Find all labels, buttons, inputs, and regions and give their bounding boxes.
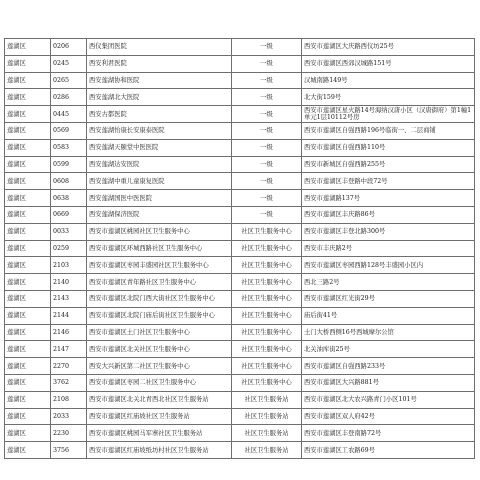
- hospital-table: [4, 38, 475, 459]
- hospital-name-cell: 西安莲湖保济医院: [87, 206, 232, 223]
- table-row: [5, 408, 475, 425]
- district-cell: 莲湖区: [5, 72, 51, 89]
- district-cell: 莲湖区: [5, 391, 51, 408]
- table-row: [5, 173, 475, 190]
- level-cell: 一级: [232, 173, 302, 190]
- level-cell: 社区卫生服务中心: [232, 374, 302, 391]
- district-cell: 莲湖区: [5, 190, 51, 207]
- table-row: [5, 206, 475, 223]
- hospital-name-cell: 西安市莲湖区北院门庙后街社区卫生服务中心: [87, 307, 232, 324]
- district-cell: 莲湖区: [5, 122, 51, 139]
- level-cell: 社区卫生服务中心: [232, 341, 302, 358]
- code-cell: 2108: [51, 391, 87, 408]
- hospital-name-cell: 西安莲湖中重儿童康复医院: [87, 173, 232, 190]
- hospital-name-cell: 西安市莲湖区枣园二社区卫生服务中心: [87, 374, 232, 391]
- address-cell: 西安市莲湖区红光街29号: [302, 290, 475, 307]
- code-cell: 3756: [51, 442, 87, 459]
- code-cell: 0206: [51, 39, 87, 56]
- table-row: [5, 324, 475, 341]
- table-row: [5, 341, 475, 358]
- hospital-name-cell: 西安莲湖协和医院: [87, 72, 232, 89]
- level-cell: 社区卫生服务中心: [232, 274, 302, 291]
- top-margin: [0, 0, 480, 38]
- code-cell: 2270: [51, 358, 87, 375]
- table-row: [5, 391, 475, 408]
- code-cell: 2147: [51, 341, 87, 358]
- level-cell: 一级: [232, 156, 302, 173]
- hospital-name-cell: 西安市莲湖区桃园社区卫生服务中心: [87, 223, 232, 240]
- address-cell: 西安市莲湖区西郊汉城路151号: [302, 55, 475, 72]
- district-cell: 莲湖区: [5, 408, 51, 425]
- address-cell: 庙后街41号: [302, 307, 475, 324]
- table-row: [5, 156, 475, 173]
- hospital-name-cell: 西安莲湖天颐堂中医医院: [87, 139, 232, 156]
- level-cell: 社区卫生服务中心: [232, 307, 302, 324]
- address-cell: 西安市莲湖区双人府42号: [302, 408, 475, 425]
- hospital-name-cell: 西安莲湖怡康长安康泰医院: [87, 122, 232, 139]
- table-row: [5, 190, 475, 207]
- hospital-name-cell: 西安市莲湖区北关社区卫生服务中心: [87, 341, 232, 358]
- level-cell: 社区卫生服务站: [232, 391, 302, 408]
- code-cell: 0259: [51, 240, 87, 257]
- address-cell: 西安市莲湖区大庆路西仪坊25号: [302, 39, 475, 56]
- code-cell: 0583: [51, 139, 87, 156]
- table-row: [5, 106, 475, 123]
- district-cell: 莲湖区: [5, 274, 51, 291]
- code-cell: 2143: [51, 290, 87, 307]
- address-cell: 西安市莲湖区北大农兴路青门小区101号: [302, 391, 475, 408]
- hospital-name-cell: 西安莲湖国医中医医院: [87, 190, 232, 207]
- district-cell: 莲湖区: [5, 358, 51, 375]
- level-cell: 一级: [232, 72, 302, 89]
- code-cell: 0033: [51, 223, 87, 240]
- hospital-name-cell: 西安利君医院: [87, 55, 232, 72]
- level-cell: 一级: [232, 206, 302, 223]
- table-row: [5, 223, 475, 240]
- level-cell: 社区卫生服务中心: [232, 290, 302, 307]
- table-row: [5, 425, 475, 442]
- district-cell: 莲湖区: [5, 307, 51, 324]
- table-row: [5, 442, 475, 459]
- table-row: [5, 374, 475, 391]
- address-cell: 西安市莲湖区丰登路中段72号: [302, 173, 475, 190]
- level-cell: 一级: [232, 122, 302, 139]
- district-cell: 莲湖区: [5, 257, 51, 274]
- address-cell: 西安市莲湖路137号: [302, 190, 475, 207]
- code-cell: 2144: [51, 307, 87, 324]
- address-cell: 西安市莲湖区自强西路196号临街一、二层商铺: [302, 122, 475, 139]
- hospital-name-cell: 西安市莲湖区环城西路社区卫生服务中心: [87, 240, 232, 257]
- address-cell: 西安市莲湖区丰登南路72号: [302, 425, 475, 442]
- code-cell: 2146: [51, 324, 87, 341]
- level-cell: 社区卫生服务中心: [232, 223, 302, 240]
- table-row: [5, 290, 475, 307]
- district-cell: 莲湖区: [5, 106, 51, 123]
- table-body: [5, 39, 475, 459]
- level-cell: 一级: [232, 55, 302, 72]
- hospital-name-cell: 西仪集团医院: [87, 39, 232, 56]
- table-row: [5, 240, 475, 257]
- table-row: [5, 72, 475, 89]
- address-cell: 西安市莲湖区枣园西路128号丰盛园小区内: [302, 257, 475, 274]
- address-cell: 西安市莲湖区星火路14号海纳汉唐小区（汉唐御府）第1幢1单元1层10112号房: [302, 106, 475, 123]
- level-cell: 社区卫生服务站: [232, 425, 302, 442]
- level-cell: 一级: [232, 106, 302, 123]
- hospital-name-cell: 西安市莲湖区桃园马军寨社区卫生服务站: [87, 425, 232, 442]
- table-row: [5, 39, 475, 56]
- code-cell: 0608: [51, 173, 87, 190]
- code-cell: 0445: [51, 106, 87, 123]
- district-cell: 莲湖区: [5, 206, 51, 223]
- district-cell: 莲湖区: [5, 55, 51, 72]
- level-cell: 社区卫生服务中心: [232, 358, 302, 375]
- district-cell: 莲湖区: [5, 442, 51, 459]
- hospital-name-cell: 西安市莲湖区红庙坡纸坊村社区卫生服务站: [87, 442, 232, 459]
- table-row: [5, 274, 475, 291]
- address-cell: 北关油库街25号: [302, 341, 475, 358]
- code-cell: 0245: [51, 55, 87, 72]
- address-cell: 西安市莲湖区丰登北路300号: [302, 223, 475, 240]
- hospital-name-cell: 西安市莲湖区青年路社区卫生服务中心: [87, 274, 232, 291]
- hospital-name-cell: 西安大兴新区第二社区卫生服务中心: [87, 358, 232, 375]
- address-cell: 西安市莲湖区自强西路110号: [302, 139, 475, 156]
- code-cell: 0286: [51, 89, 87, 106]
- hospital-name-cell: 西安市莲湖区北关北青西北社区卫生服务站: [87, 391, 232, 408]
- level-cell: 社区卫生服务站: [232, 408, 302, 425]
- code-cell: 2140: [51, 274, 87, 291]
- code-cell: 0599: [51, 156, 87, 173]
- level-cell: 一级: [232, 190, 302, 207]
- district-cell: 莲湖区: [5, 89, 51, 106]
- district-cell: 莲湖区: [5, 173, 51, 190]
- address-cell: 北大街159号: [302, 89, 475, 106]
- address-cell: 西北三路2号: [302, 274, 475, 291]
- hospital-name-cell: 西安莲湖达安医院: [87, 156, 232, 173]
- address-cell: 西安市丰庆路2号: [302, 240, 475, 257]
- table-row: [5, 257, 475, 274]
- address-cell: 汉城南路149号: [302, 72, 475, 89]
- district-cell: 莲湖区: [5, 240, 51, 257]
- level-cell: 社区卫生服务中心: [232, 324, 302, 341]
- level-cell: 一级: [232, 139, 302, 156]
- level-cell: 社区卫生服务站: [232, 442, 302, 459]
- address-cell: 西安市新城区自强西路255号: [302, 156, 475, 173]
- hospital-name-cell: 西安市莲湖区土门社区卫生服务中心: [87, 324, 232, 341]
- hospital-name-cell: 西安古都医院: [87, 106, 232, 123]
- table-row: [5, 55, 475, 72]
- address-cell: 西安市莲湖区丰庆路86号: [302, 206, 475, 223]
- address-cell: 土门大桥西侧16号西城摩尔公馆: [302, 324, 475, 341]
- address-cell: 西安市莲湖区工农路69号: [302, 442, 475, 459]
- level-cell: 一级: [232, 89, 302, 106]
- table-row: [5, 139, 475, 156]
- district-cell: 莲湖区: [5, 39, 51, 56]
- table-row: [5, 307, 475, 324]
- code-cell: 2103: [51, 257, 87, 274]
- district-cell: 莲湖区: [5, 425, 51, 442]
- code-cell: 0669: [51, 206, 87, 223]
- code-cell: 0569: [51, 122, 87, 139]
- district-cell: 莲湖区: [5, 324, 51, 341]
- district-cell: 莲湖区: [5, 156, 51, 173]
- code-cell: 3762: [51, 374, 87, 391]
- hospital-name-cell: 西安市莲湖区枣园丰盛园社区卫生服务中心: [87, 257, 232, 274]
- code-cell: 2230: [51, 425, 87, 442]
- district-cell: 莲湖区: [5, 374, 51, 391]
- table-row: [5, 358, 475, 375]
- code-cell: 2033: [51, 408, 87, 425]
- level-cell: 社区卫生服务中心: [232, 257, 302, 274]
- district-cell: 莲湖区: [5, 341, 51, 358]
- district-cell: 莲湖区: [5, 139, 51, 156]
- code-cell: 0638: [51, 190, 87, 207]
- hospital-name-cell: 西安市莲湖区北院门西大街社区卫生服务中心: [87, 290, 232, 307]
- hospital-name-cell: 西安莲湖北大医院: [87, 89, 232, 106]
- hospital-name-cell: 西安市莲湖区红庙坡社区卫生服务站: [87, 408, 232, 425]
- level-cell: 一级: [232, 39, 302, 56]
- district-cell: 莲湖区: [5, 290, 51, 307]
- table-row: [5, 122, 475, 139]
- address-cell: 西安市莲湖区大兴路881号: [302, 374, 475, 391]
- level-cell: 社区卫生服务中心: [232, 240, 302, 257]
- code-cell: 0265: [51, 72, 87, 89]
- table-row: [5, 89, 475, 106]
- district-cell: 莲湖区: [5, 223, 51, 240]
- address-cell: 西安市莲湖区自强西路233号: [302, 358, 475, 375]
